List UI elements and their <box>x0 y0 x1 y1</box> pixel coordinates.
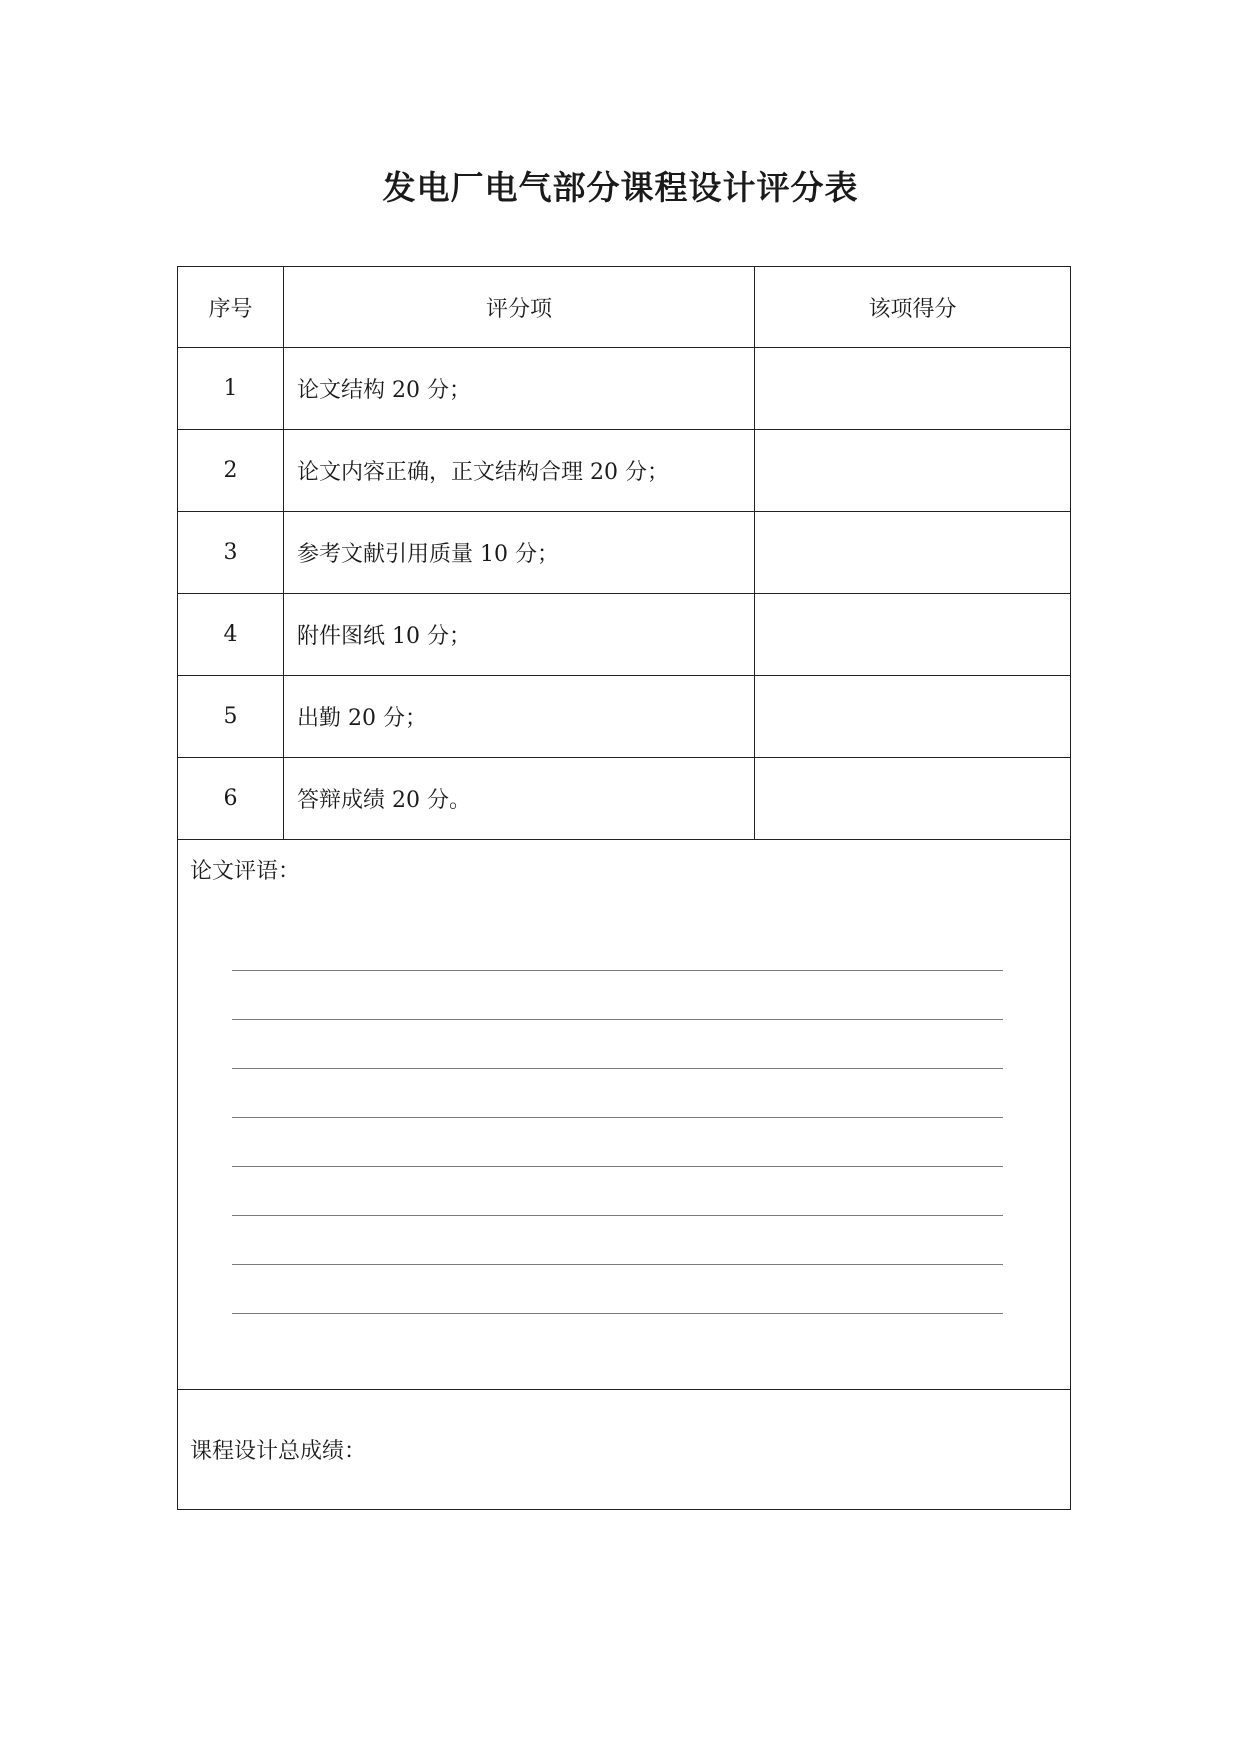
table-row <box>178 594 1071 676</box>
total-score-label: 课程设计总成绩： <box>190 1439 367 1464</box>
row-item: 附件图纸 10 分； <box>284 594 755 676</box>
row-no: 4 <box>178 594 284 676</box>
writing-line <box>232 971 1003 1020</box>
header-score: 该项得分 <box>755 267 1071 348</box>
score-table <box>177 266 1071 1510</box>
table-row <box>178 676 1071 758</box>
row-item: 论文内容正确，正文结构合理 20 分； <box>284 430 755 512</box>
row-item: 论文结构 20 分； <box>284 348 755 430</box>
row-score-input[interactable] <box>755 512 1071 594</box>
comment-cell[interactable] <box>178 840 1071 1390</box>
page-title: 发电厂电气部分课程设计评分表 <box>382 168 859 207</box>
table-row <box>178 512 1071 594</box>
row-item: 出勤 20 分； <box>284 676 755 758</box>
writing-line <box>232 1118 1003 1167</box>
writing-line <box>232 922 1003 971</box>
table-row <box>178 758 1071 840</box>
row-score-input[interactable] <box>755 348 1071 430</box>
row-item: 参考文献引用质量 10 分； <box>284 512 755 594</box>
header-item: 评分项 <box>284 267 755 348</box>
total-row <box>178 1390 1071 1510</box>
row-no: 5 <box>178 676 284 758</box>
writing-line <box>232 1020 1003 1069</box>
row-no: 2 <box>178 430 284 512</box>
row-score-input[interactable] <box>755 594 1071 676</box>
writing-line <box>232 1167 1003 1216</box>
row-no: 3 <box>178 512 284 594</box>
total-score-cell[interactable] <box>178 1390 1071 1510</box>
writing-line <box>232 1069 1003 1118</box>
row-no: 6 <box>178 758 284 840</box>
row-score-input[interactable] <box>755 758 1071 840</box>
row-no: 1 <box>178 348 284 430</box>
comment-writing-lines[interactable] <box>232 922 1003 1314</box>
comment-label: 论文评语： <box>190 859 301 884</box>
table-row <box>178 430 1071 512</box>
row-item: 答辩成绩 20 分。 <box>284 758 755 840</box>
header-no: 序号 <box>178 267 284 348</box>
writing-line <box>232 1216 1003 1265</box>
table-row <box>178 348 1071 430</box>
comment-row <box>178 840 1071 1390</box>
row-score-input[interactable] <box>755 430 1071 512</box>
table-header-row <box>178 267 1071 348</box>
writing-line <box>232 1265 1003 1314</box>
row-score-input[interactable] <box>755 676 1071 758</box>
